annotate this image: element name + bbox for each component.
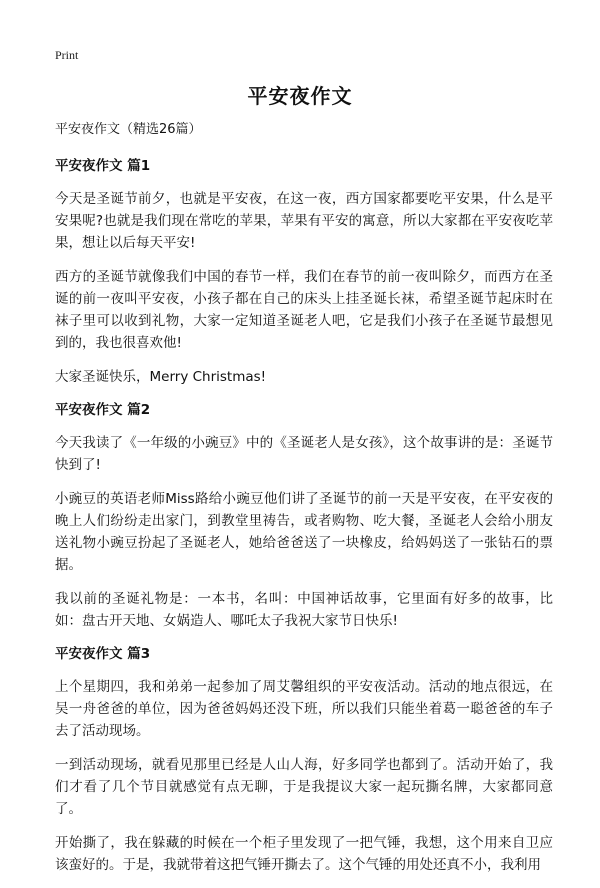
- section-1-paragraph-3: 大家圣诞快乐，Merry Christmas!: [55, 369, 267, 385]
- section-2-paragraph-3: 我以前的圣诞礼物是：一本书，名叫：中国神话故事，它里面有好多的故事，比如：盘古开天地、女娲造人、哪吒太子我祝大家节日快乐!: [55, 591, 553, 629]
- section-heading-1: 平安夜作文 篇1: [55, 158, 151, 174]
- section-heading-2: 平安夜作文 篇2: [55, 402, 151, 418]
- section-3-paragraph-1: 上个星期四，我和弟弟一起参加了周艾馨组织的平安夜活动。活动的地点很远，在吴一舟爸爸的单位，因为爸爸妈妈还没下班，所以我们只能坐着葛一聪爸爸的车子去了活动现场。: [55, 679, 553, 739]
- section-1-paragraph-2: 西方的圣诞节就像我们中国的春节一样，我们在春节的前一夜叫除夕，而西方在圣诞的前一夜叫平安夜，小孩子都在自己的床头上挂圣诞长袜，希望圣诞节起床时在袜子里可以收到礼物，大家一定知道圣诞老人吧，它是我们小孩子在圣诞节最想见到的，我也很喜欢他!: [55, 269, 553, 351]
- section-heading-3: 平安夜作文 篇3: [55, 646, 151, 662]
- section-3-paragraph-2: 一到活动现场，就看见那里已经是人山人海，好多同学也都到了。活动开始了，我们才看了几个节目就感觉有点无聊，于是我提议大家一起玩撕名牌，大家都同意了。: [55, 757, 553, 817]
- section-2-paragraph-2: 小豌豆的英语老师Miss路给小豌豆他们讲了圣诞节的前一天是平安夜，在平安夜的晚上人们纷纷走出家门，到教堂里祷告，或者购物、吃大餐，圣诞老人会给小朋友送礼物小豌豆扮起了圣诞老人，她给爸爸送了一块橡皮，给妈妈送了一张钻石的票据。: [55, 491, 553, 573]
- document-body: [55, 120, 553, 888]
- print-link[interactable]: Print: [55, 48, 79, 62]
- section-2-paragraph-1: 今天我读了《一年级的小豌豆》中的《圣诞老人是女孩》，这个故事讲的是：圣诞节快到了!: [55, 435, 553, 473]
- section-1-paragraph-1: 今天是圣诞节前夕，也就是平安夜，在这一夜，西方国家都要吃平安果，什么是平安果呢?也就是我们现在常吃的苹果，苹果有平安的寓意，所以大家都在平安夜吃苹果，想让以后每天平安!: [55, 191, 553, 251]
- document-subtitle: 平安夜作文（精选26篇）: [55, 122, 202, 137]
- page-title: 平安夜作文: [247, 84, 353, 108]
- section-3-paragraph-3: 开始撕了，我在躲藏的时候在一个柜子里发现了一把气锤，我想，这个用来自卫应该蛮好的。于是，我就带着这把气锤开撕去了。这个气锤的用处还真不小，我利用: [55, 835, 553, 873]
